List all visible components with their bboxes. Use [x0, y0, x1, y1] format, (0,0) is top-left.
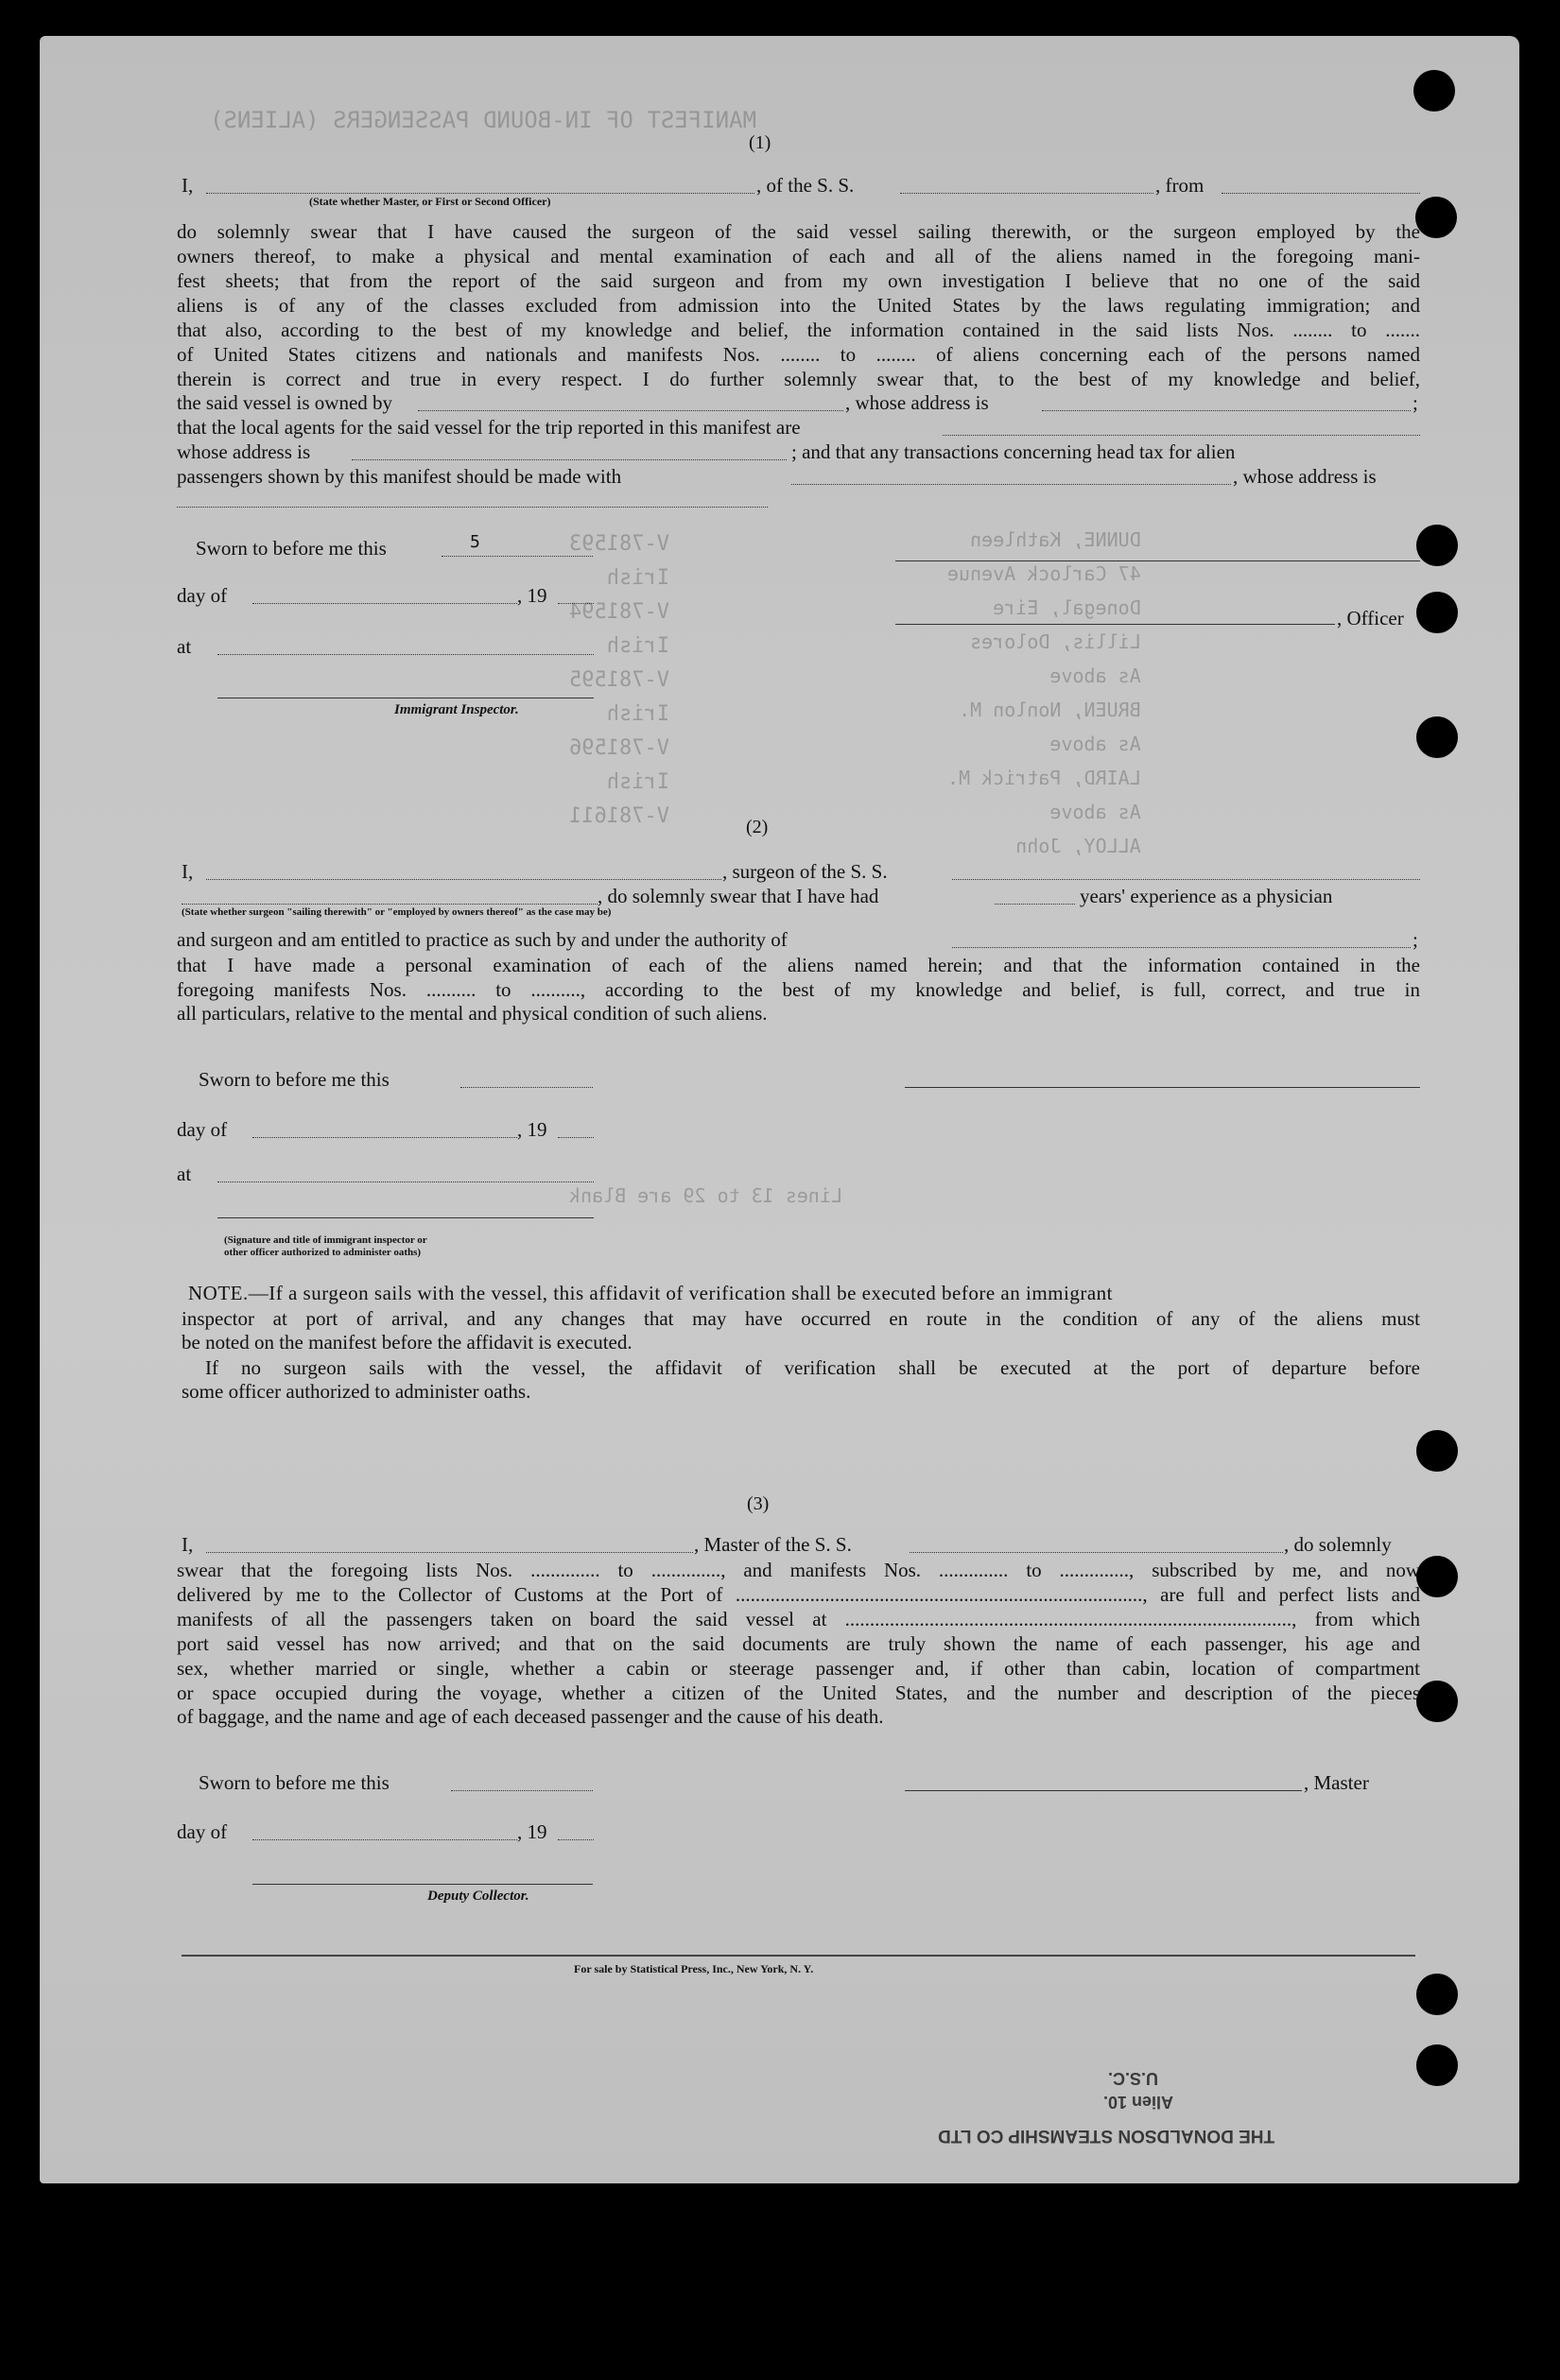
nineteen-label-2: , 19 [517, 1118, 547, 1141]
bleed-through-column: V-781593 Irish V-781594 Irish V-781595 Irish V-781596 Irish V-781611 [569, 532, 669, 828]
section-3-i: I, [182, 1533, 194, 1556]
surgeon-vessel-field[interactable] [952, 879, 1420, 880]
surgeon-caption: (State whether surgeon "sailing therewith" or "employed by owners thereof" as the case may be) [182, 906, 612, 918]
years-experience-label: years' experience as a physician [1080, 885, 1333, 907]
at-label-2: at [177, 1163, 192, 1185]
of-the-ss-label: , of the S. S. [756, 174, 855, 197]
sworn-label-3: Sworn to before me this [199, 1771, 390, 1794]
master-oath-line: port said vessel has now arrived; and that on the said documents are truly shown the name of each passenger, his age and [177, 1632, 1420, 1655]
master-label: , Master [1304, 1771, 1369, 1794]
at-label: at [177, 635, 192, 658]
master-oath-line: manifests of all the passengers taken on board the said vessel at .........................................................................................., from which [177, 1608, 1420, 1630]
at-field-2[interactable] [217, 1181, 594, 1182]
authority-field[interactable] [952, 947, 1411, 948]
note-text-line: be noted on the manifest before the affidavit is executed. [182, 1331, 633, 1354]
master-name-field[interactable] [206, 1552, 693, 1553]
day-of-label: day of [177, 584, 228, 607]
owner-field[interactable] [418, 410, 843, 411]
punch-hole [1416, 2044, 1458, 2086]
note-text-line: inspector at port of arrival, and any changes that may have occurred en route in the condition of any of the aliens must [182, 1307, 1420, 1330]
punch-hole [1416, 716, 1458, 758]
master-oath-line: of baggage, and the name and age of each deceased passenger and the cause of his death. [177, 1705, 884, 1728]
manifest-back-sheet [40, 36, 1519, 2183]
head-tax-address-field[interactable] [177, 507, 768, 508]
officer-name-field[interactable] [206, 193, 754, 194]
agents-field[interactable] [943, 435, 1420, 436]
year-field-3[interactable] [558, 1839, 594, 1840]
owned-by-label: the said vessel is owned by [177, 391, 393, 414]
day-of-field-3[interactable] [252, 1839, 517, 1840]
master-signature-field[interactable] [905, 1790, 1302, 1791]
sworn-label-2: Sworn to before me this [199, 1068, 390, 1091]
particulars-line: all particulars, relative to the mental and physical condition of such aliens. [177, 1002, 768, 1025]
officer-title-field[interactable] [895, 624, 1335, 625]
at-field[interactable] [217, 654, 594, 655]
master-oath-line: sex, whether married or single, whether a cabin or steerage passenger and, if other than cabin, location of compartment [177, 1657, 1420, 1680]
punch-hole [1416, 525, 1458, 566]
section-1-number: (1) [749, 132, 771, 153]
punch-hole [1416, 1430, 1458, 1472]
surgeon-signature-field[interactable] [905, 1087, 1420, 1088]
section-1-i: I, [182, 174, 194, 197]
code-stamp-line: U.S.C. [1108, 2069, 1159, 2088]
master-oath-line: swear that the foregoing lists Nos. .............. to .............., and manifests Nos. .............. to .............., subscribed by me, and now [177, 1559, 1420, 1581]
nineteen-label: , 19 [517, 584, 547, 607]
bleed-through-names: DUNNE, Kathleen 47 Carlock Avenue Donegal, Eire Lillis, Dolores As above BRUEN, Nonlon M. As above LAIRD, Patrick M. As above ALLOY, John [947, 528, 1141, 857]
whose-address-label: , whose address is [845, 391, 989, 414]
officer-caption: (State whether Master, or First or Second Officer) [309, 195, 551, 208]
year-field-2[interactable] [558, 1137, 594, 1138]
years-field[interactable] [995, 904, 1075, 905]
local-agents-label: that the local agents for the said vessel for the trip reported in this manifest are [177, 416, 801, 439]
oath-paragraph-line: do solemnly swear that I have caused the surgeon of the said vessel sailing therewith, or the surgeon employed by the [177, 220, 1420, 243]
master-oath-line: delivered by me to the Collector of Customs at the Port of .................................................................................., are full and perfect lists and [177, 1583, 1420, 1606]
surgeon-of-label: , surgeon of the S. S. [722, 860, 888, 883]
bleed-through-lines: Lines 13 to 29 are Blank [569, 1184, 842, 1207]
swear-years-label: , do solemnly swear that I have had [598, 885, 879, 907]
nineteen-label-3: , 19 [517, 1820, 547, 1843]
agents-address-field[interactable] [352, 459, 787, 460]
section-2-i: I, [182, 860, 194, 883]
oath-paragraph-line: fest sheets; that from the report of the said surgeon and from my own investigation I believe that no one of the said [177, 269, 1420, 292]
owner-address-field[interactable] [1042, 410, 1411, 411]
do-solemnly-label: , do solemnly [1284, 1533, 1392, 1556]
punch-hole [1416, 592, 1458, 633]
punch-hole [1413, 70, 1455, 112]
sworn-label: Sworn to before me this [196, 537, 387, 560]
punch-hole [1416, 1974, 1458, 2015]
note-text-line: —If a surgeon sails with the vessel, this affidavit of verification shall be executed before an immigrant [248, 1282, 1113, 1304]
officer-signature-field-2[interactable] [217, 1217, 594, 1218]
punch-hole [1416, 1681, 1458, 1722]
head-tax-agent-field[interactable] [791, 484, 1231, 485]
signature-caption-1: (Signature and title of immigrant inspector or [224, 1234, 427, 1246]
deputy-collector-caption: Deputy Collector. [427, 1888, 529, 1904]
master-oath-line: or space occupied during the voyage, whether a citizen of the United States, and the number and description of the pieces [177, 1682, 1420, 1704]
master-vessel-field[interactable] [910, 1552, 1283, 1553]
foregoing-manifests-line: foregoing manifests Nos. .......... to .........., according to the best of my knowledge and belief, is full, correct, and true in [177, 978, 1420, 1001]
immigrant-inspector-caption: Immigrant Inspector. [394, 702, 519, 717]
surgeon-status-field[interactable] [182, 904, 598, 905]
oath-paragraph-line: of United States citizens and nationals and manifests Nos. ........ to ........ of aliens concerning each of the persons named [177, 343, 1420, 366]
day-of-label-3: day of [177, 1820, 228, 1843]
bleed-through-header: MANIFEST OF IN-BOUND PASSENGERS (ALIENS) [210, 107, 756, 133]
code-stamp-line: Alien 10. [1103, 2093, 1174, 2112]
section-2-number: (2) [746, 817, 769, 837]
sworn-date-field-3[interactable] [451, 1790, 593, 1791]
sworn-date-field[interactable] [442, 556, 593, 557]
deputy-signature-field[interactable] [252, 1884, 593, 1885]
semicolon: ; [1413, 928, 1418, 951]
year-field[interactable] [558, 603, 594, 604]
day-of-label-2: day of [177, 1118, 228, 1141]
whose-address-label-3: , whose address is [1233, 465, 1377, 488]
footer-rule [182, 1955, 1415, 1957]
punch-hole [1415, 197, 1457, 238]
entitled-label: and surgeon and am entitled to practice as such by and under the authority of [177, 928, 788, 951]
oath-paragraph-line: owners thereof, to make a physical and mental examination of each and all of the aliens named in the foregoing mani- [177, 245, 1420, 267]
sworn-date-field-2[interactable] [460, 1087, 593, 1088]
day-of-field-2[interactable] [252, 1137, 517, 1138]
passengers-label: passengers shown by this manifest should be made with [177, 465, 622, 488]
from-label: , from [1155, 174, 1205, 197]
master-of-label: , Master of the S. S. [694, 1533, 852, 1556]
company-stamp: THE DONALDSON STEAMSHIP CO LTD [938, 2126, 1275, 2146]
note2-text-line: If no surgeon sails with the vessel, the affidavit of verification shall be executed at the port of departure before [205, 1356, 1420, 1379]
vessel-name-field[interactable] [900, 193, 1153, 194]
note-label [188, 1282, 1113, 1305]
sworn-day-value: 5 [470, 532, 480, 552]
agents-address-label: whose address is [177, 440, 311, 463]
oath-paragraph-line: aliens is of any of the classes excluded from admission into the United States by the laws regulating immigration; and [177, 294, 1420, 317]
day-of-field[interactable] [252, 603, 517, 604]
head-tax-text: ; and that any transactions concerning head tax for alien [791, 440, 1236, 463]
note2-text-line: some officer authorized to administer oaths. [182, 1380, 531, 1403]
examination-line: that I have made a personal examination of each of the aliens named herein; and that the information contained in the [177, 954, 1420, 976]
semicolon: ; [1413, 391, 1418, 414]
oath-paragraph-line: therein is correct and true in every respect. I do further solemnly swear that, to the best of my knowledge and belief, [177, 368, 1420, 390]
note-word: NOTE. [188, 1282, 249, 1304]
surgeon-name-field[interactable] [206, 879, 721, 880]
port-from-field[interactable] [1222, 193, 1420, 194]
printer-credit: For sale by Statistical Press, Inc., New York, N. Y. [574, 1962, 814, 1975]
signature-caption-2: other officer authorized to administer oaths) [224, 1247, 422, 1258]
section-3-number: (3) [747, 1493, 770, 1514]
officer-label: , Officer [1337, 607, 1404, 629]
punch-hole [1416, 1556, 1458, 1597]
oath-paragraph-line: that also, according to the best of my knowledge and belief, the information contained in the said lists Nos. ........ to ....... [177, 319, 1420, 341]
